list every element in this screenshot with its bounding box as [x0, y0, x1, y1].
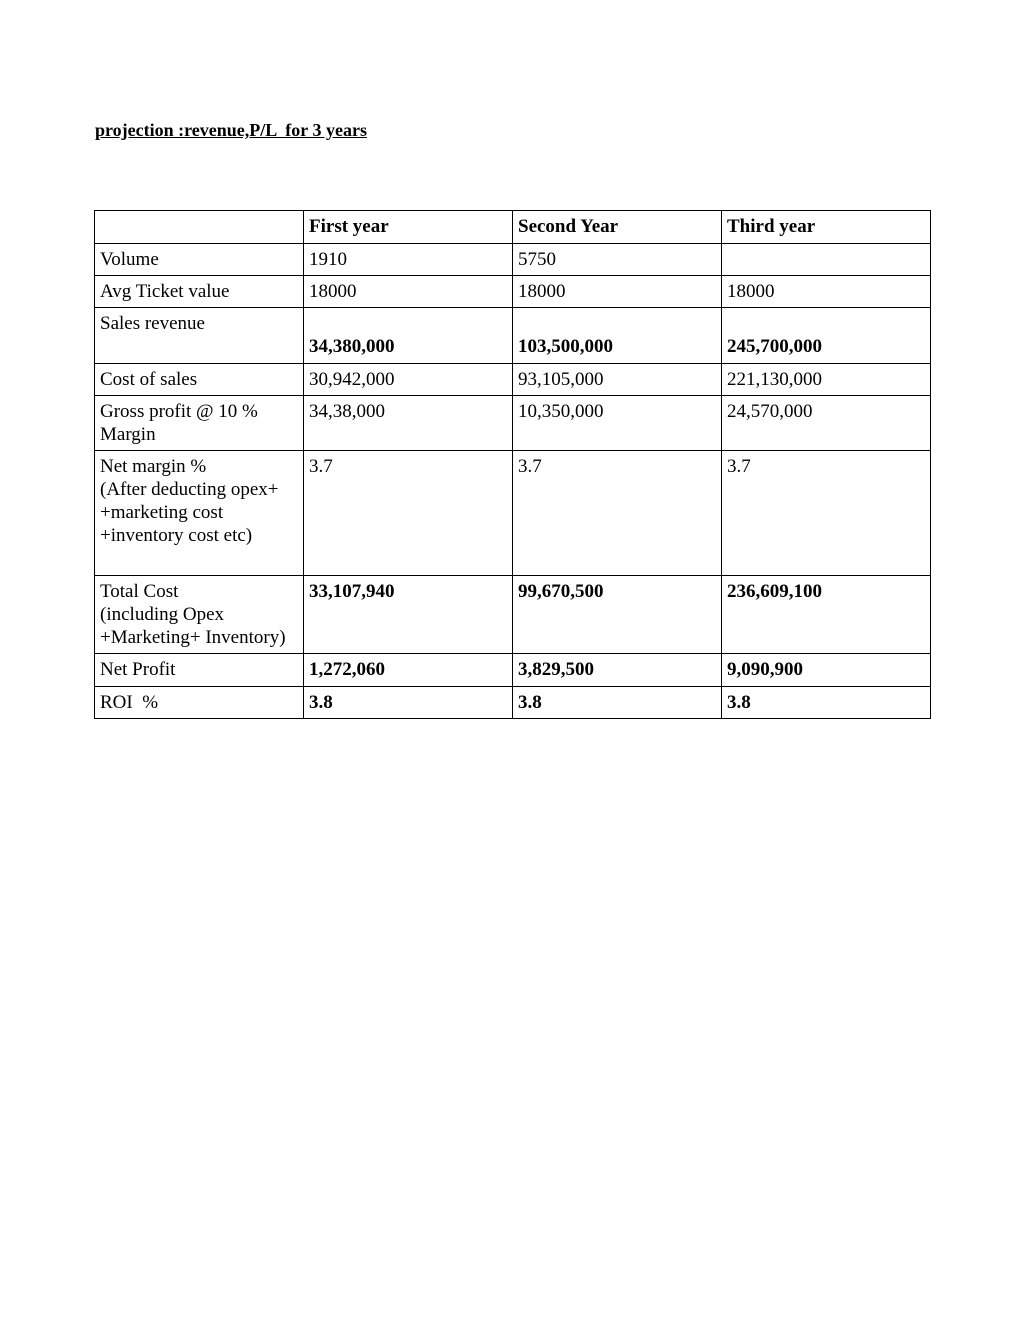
row-value	[722, 244, 931, 276]
row-label: Avg Ticket value	[95, 276, 304, 308]
row-label: Net margin % (After deducting opex+ +marketing cost +inventory cost etc)	[95, 451, 304, 576]
row-value: 10,350,000	[513, 396, 722, 451]
row-value: 24,570,000	[722, 396, 931, 451]
table-header-row	[95, 211, 931, 244]
row-value: 3.8	[513, 687, 722, 719]
row-value: 9,090,900	[722, 654, 931, 687]
row-value: 103,500,000	[513, 308, 722, 364]
row-label: Total Cost (including Opex +Marketing+ Inventory)	[95, 576, 304, 654]
table-row-cost-of-sales	[95, 364, 931, 396]
row-value: 5750	[513, 244, 722, 276]
row-value: 18000	[304, 276, 513, 308]
table-row-avg-ticket-value	[95, 276, 931, 308]
row-value: 221,130,000	[722, 364, 931, 396]
projection-table	[94, 210, 931, 719]
page-title: projection :revenue,P/L for 3 years	[95, 120, 367, 140]
row-value: 236,609,100	[722, 576, 931, 654]
row-value: 18000	[513, 276, 722, 308]
row-value: 3.7	[722, 451, 931, 576]
row-value: 33,107,940	[304, 576, 513, 654]
table-row-gross-profit	[95, 396, 931, 451]
row-value: 1910	[304, 244, 513, 276]
row-value: 3.8	[304, 687, 513, 719]
row-label: Sales revenue	[95, 308, 304, 364]
row-value: 34,38,000	[304, 396, 513, 451]
row-value: 3.8	[722, 687, 931, 719]
row-value: 3.7	[304, 451, 513, 576]
header-cell-second-year: Second Year	[513, 211, 722, 244]
row-value: 245,700,000	[722, 308, 931, 364]
table-row-net-margin	[95, 451, 931, 576]
row-label: Volume	[95, 244, 304, 276]
header-cell-empty	[95, 211, 304, 244]
table-row-volume	[95, 244, 931, 276]
table-row-sales-revenue	[95, 308, 931, 364]
header-cell-first-year: First year	[304, 211, 513, 244]
row-value: 93,105,000	[513, 364, 722, 396]
row-label: Gross profit @ 10 % Margin	[95, 396, 304, 451]
row-label: ROI %	[95, 687, 304, 719]
row-value: 3,829,500	[513, 654, 722, 687]
row-label: Cost of sales	[95, 364, 304, 396]
table-row-roi	[95, 687, 931, 719]
row-value: 34,380,000	[304, 308, 513, 364]
row-label: Net Profit	[95, 654, 304, 687]
row-value: 1,272,060	[304, 654, 513, 687]
table-row-net-profit	[95, 654, 931, 687]
row-value: 99,670,500	[513, 576, 722, 654]
row-value: 3.7	[513, 451, 722, 576]
table-row-total-cost	[95, 576, 931, 654]
header-cell-third-year: Third year	[722, 211, 931, 244]
row-value: 30,942,000	[304, 364, 513, 396]
row-value: 18000	[722, 276, 931, 308]
